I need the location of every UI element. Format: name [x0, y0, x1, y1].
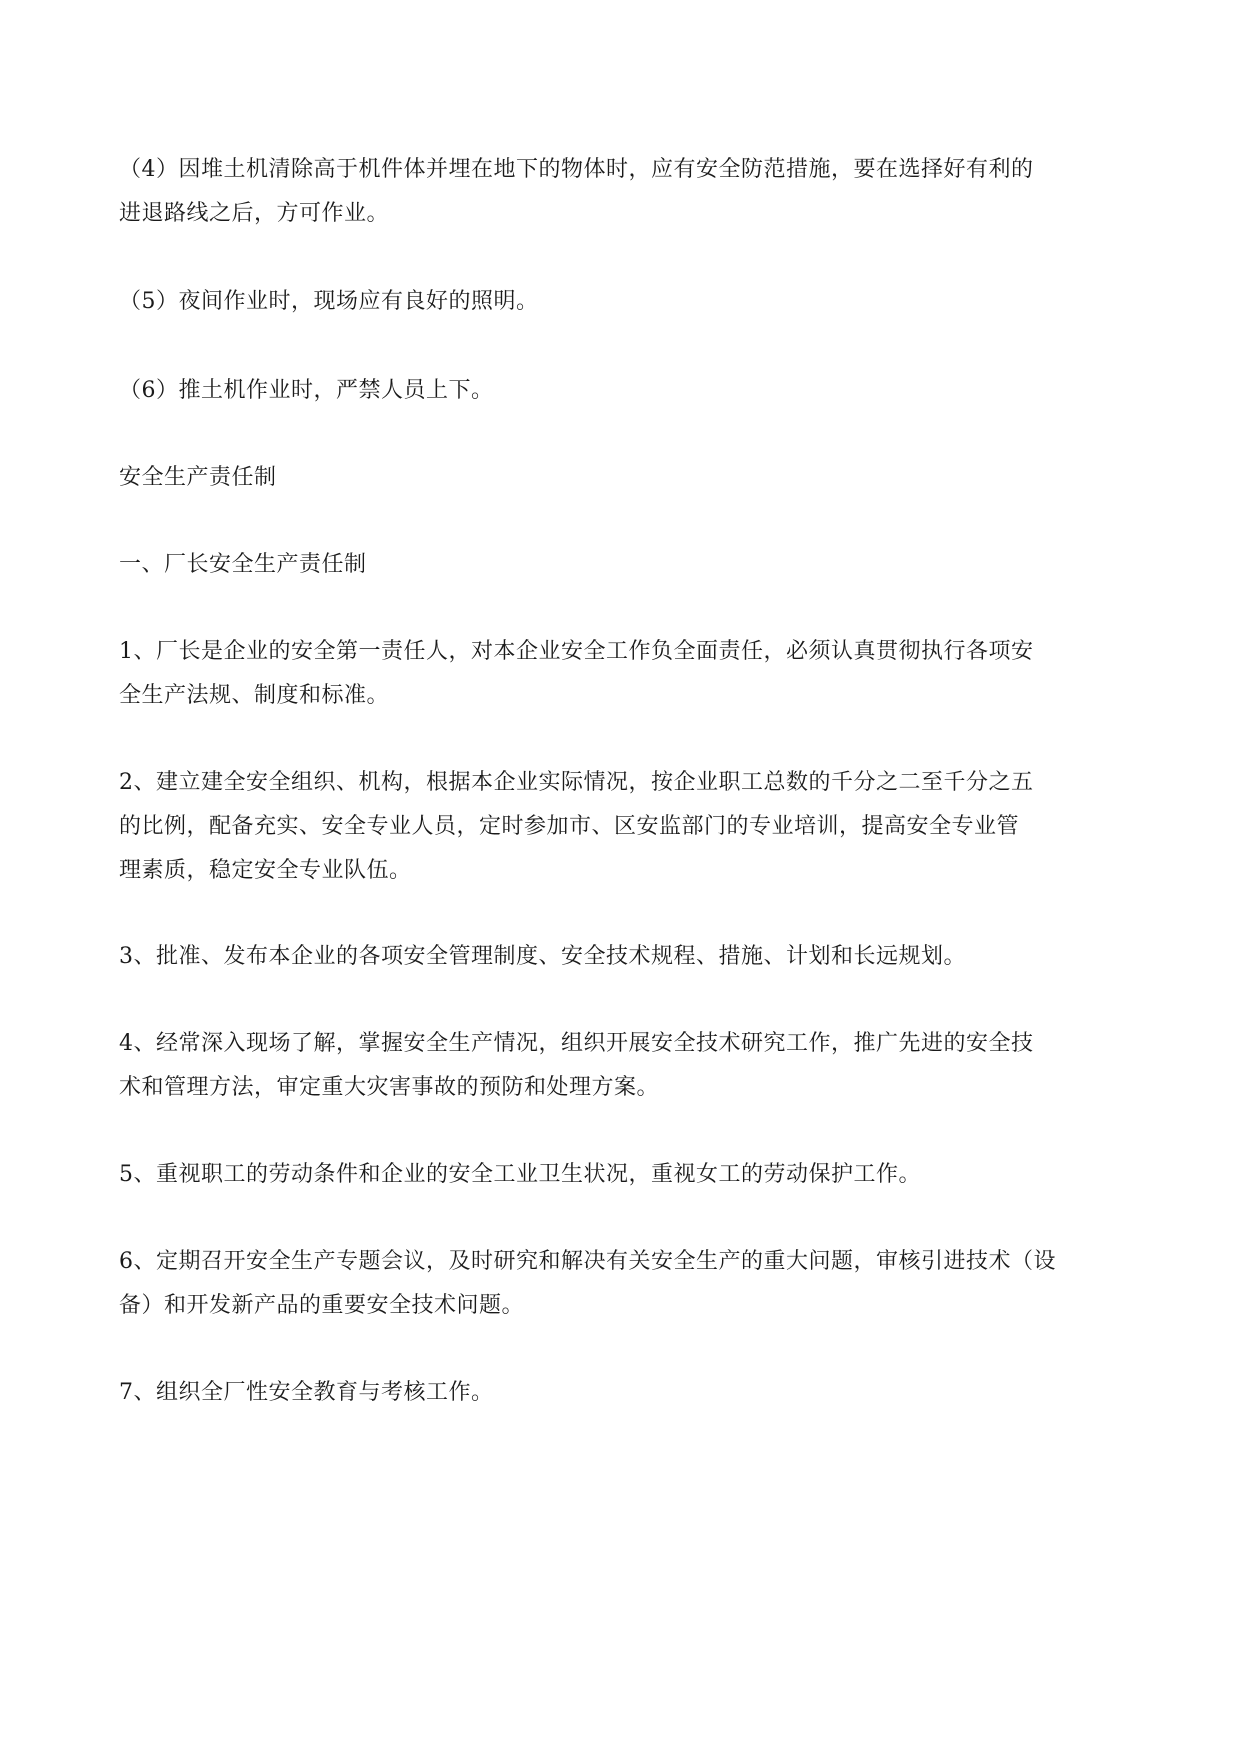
text-line: （6）推土机作业时，严禁人员上下。 [119, 378, 494, 403]
text-line: 备）和开发新产品的重要安全技术问题。 [119, 1293, 525, 1318]
paragraph-clause-3 [119, 935, 1129, 979]
text-line: 一、厂长安全生产责任制 [119, 552, 367, 577]
text-line: 进退路线之后，方可作业。 [119, 201, 390, 226]
text-line: 全生产法规、制度和标准。 [119, 683, 390, 708]
paragraph-clause-7 [119, 1371, 1129, 1415]
text-line: （4）因堆土机清除高于机件体并埋在地下的物体时，应有安全防范措施，要在选择好有利的 [119, 157, 1034, 182]
paragraph-clause-1 [119, 630, 1129, 718]
paragraph-item-6 [119, 369, 1129, 413]
text-line: 3、批准、发布本企业的各项安全管理制度、安全技术规程、措施、计划和长远规划。 [119, 944, 966, 969]
paragraph-clause-4 [119, 1022, 1129, 1110]
subsection-heading [119, 543, 1129, 587]
paragraph-clause-5 [119, 1153, 1129, 1197]
paragraph-item-5 [119, 280, 1129, 324]
text-line: 6、定期召开安全生产专题会议，及时研究和解决有关安全生产的重大问题，审核引进技术（设 [119, 1249, 1057, 1274]
text-line: （5）夜间作业时，现场应有良好的照明。 [119, 289, 539, 314]
text-line: 1、厂长是企业的安全第一责任人，对本企业安全工作负全面责任，必须认真贯彻执行各项安 [119, 639, 1034, 664]
text-line: 7、组织全厂性安全教育与考核工作。 [119, 1380, 494, 1405]
text-line: 术和管理方法，审定重大灾害事故的预防和处理方案。 [119, 1075, 660, 1100]
paragraph-clause-6 [119, 1240, 1129, 1328]
text-line: 5、重视职工的劳动条件和企业的安全工业卫生状况，重视女工的劳动保护工作。 [119, 1162, 921, 1187]
paragraph-item-4 [119, 148, 1129, 236]
text-line: 的比例，配备充实、安全专业人员，定时参加市、区安监部门的专业培训，提高安全专业管 [119, 814, 1020, 839]
text-line: 理素质，稳定安全专业队伍。 [119, 858, 412, 883]
text-line: 2、建立建全安全组织、机构，根据本企业实际情况，按企业职工总数的千分之二至千分之五 [119, 770, 1034, 795]
text-line: 安全生产责任制 [119, 465, 277, 490]
section-title [119, 456, 1129, 500]
paragraph-clause-2 [119, 761, 1129, 893]
text-line: 4、经常深入现场了解，掌握安全生产情况，组织开展安全技术研究工作，推广先进的安全技 [119, 1031, 1034, 1056]
